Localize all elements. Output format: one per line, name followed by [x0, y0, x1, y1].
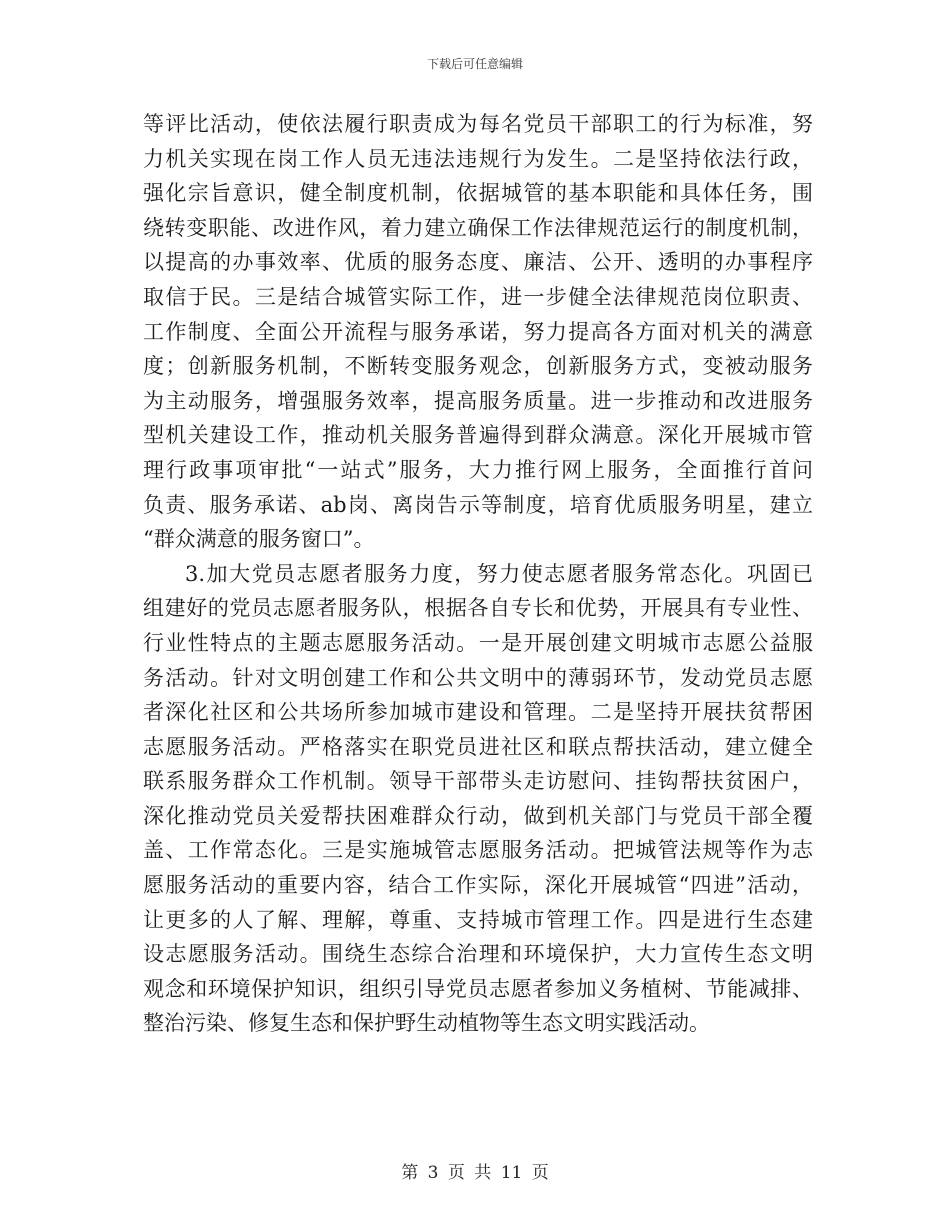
body-line: 观念和环境保护知识，组织引导党员志愿者参加义务植树、节能减排、 [143, 976, 813, 1001]
body-line: 志愿服务活动。严格落实在职党员进社区和联点帮扶活动，建立健全 [143, 734, 813, 759]
body-line: 工作制度、全面公开流程与服务承诺，努力提高各方面对机关的满意 [143, 319, 813, 344]
body-line: 负责、服务承诺、ab岗、离岗告示等制度，培育优质服务明星，建立 [143, 492, 813, 517]
body-line: 理行政事项审批“一站式”服务，大力推行网上服务，全面推行首问 [143, 457, 813, 482]
body-line: 绕转变职能、改进作风，着力建立确保工作法律规范运行的制度机制， [143, 215, 813, 240]
body-line: 行业性特点的主题志愿服务活动。一是开展创建文明城市志愿公益服 [143, 630, 813, 655]
body-line: 等评比活动，使依法履行职责成为每名党员干部职工的行为标准，努 [143, 112, 813, 136]
body-line: 组建好的党员志愿者服务队，根据各自专长和优势，开展具有专业性、 [143, 596, 813, 621]
body-line: 力机关实现在岗工作人员无违法违规行为发生。二是坚持依法行政， [143, 146, 813, 171]
body-line: 设志愿服务活动。围绕生态综合治理和环境保护，大力宣传生态文明 [143, 942, 813, 967]
body-line: 联系服务群众工作机制。领导干部带头走访慰问、挂钩帮扶贫困户， [143, 769, 813, 794]
body-line: 愿服务活动的重要内容，结合工作实际，深化开展城管“四进”活动， [143, 873, 813, 898]
body-line: 盖、工作常态化。三是实施城管志愿服务活动。把城管法规等作为志 [143, 838, 813, 863]
body-line: 强化宗旨意识，健全制度机制，依据城管的基本职能和具体任务，围 [143, 181, 813, 206]
body-line: 度；创新服务机制，不断转变服务观念，创新服务方式，变被动服务 [143, 354, 813, 379]
body-line: 型机关建设工作，推动机关服务普遍得到群众满意。深化开展城市管 [143, 423, 813, 448]
paragraph-end-line: “群众满意的服务窗口”。 [143, 527, 375, 552]
page-number-footer: 第 3 页 共 11 页 [401, 1163, 549, 1183]
body-line: 为主动服务，增强服务效率，提高服务质量。进一步推动和改进服务 [143, 388, 813, 413]
body-line: 取信于民。三是结合城管实际工作，进一步健全法律规范岗位职责、 [143, 284, 813, 309]
body-line: 深化推动党员关爱帮扶困难群众行动，做到机关部门与党员干部全覆 [143, 803, 813, 828]
body-line: 让更多的人了解、理解，尊重、支持城市管理工作。四是进行生态建 [143, 907, 813, 932]
body-line: 务活动。针对文明创建工作和公共文明中的薄弱环节，发动党员志愿 [143, 665, 813, 690]
body-line: 以提高的办事效率、优质的服务态度、廉洁、公开、透明的办事程序 [143, 250, 813, 275]
paragraph-first-line: 3.加大党员志愿者服务力度，努力使志愿者服务常态化。巩固已 [185, 561, 813, 586]
body-line: 者深化社区和公共场所参加城市建设和管理。二是坚持开展扶贫帮困 [143, 700, 813, 725]
paragraph-end-line: 整治污染、修复生态和保护野生动植物等生态文明实践活动。 [143, 1011, 710, 1036]
document-body [143, 107, 813, 1041]
page-header: 下载后可任意编辑 [426, 57, 523, 71]
